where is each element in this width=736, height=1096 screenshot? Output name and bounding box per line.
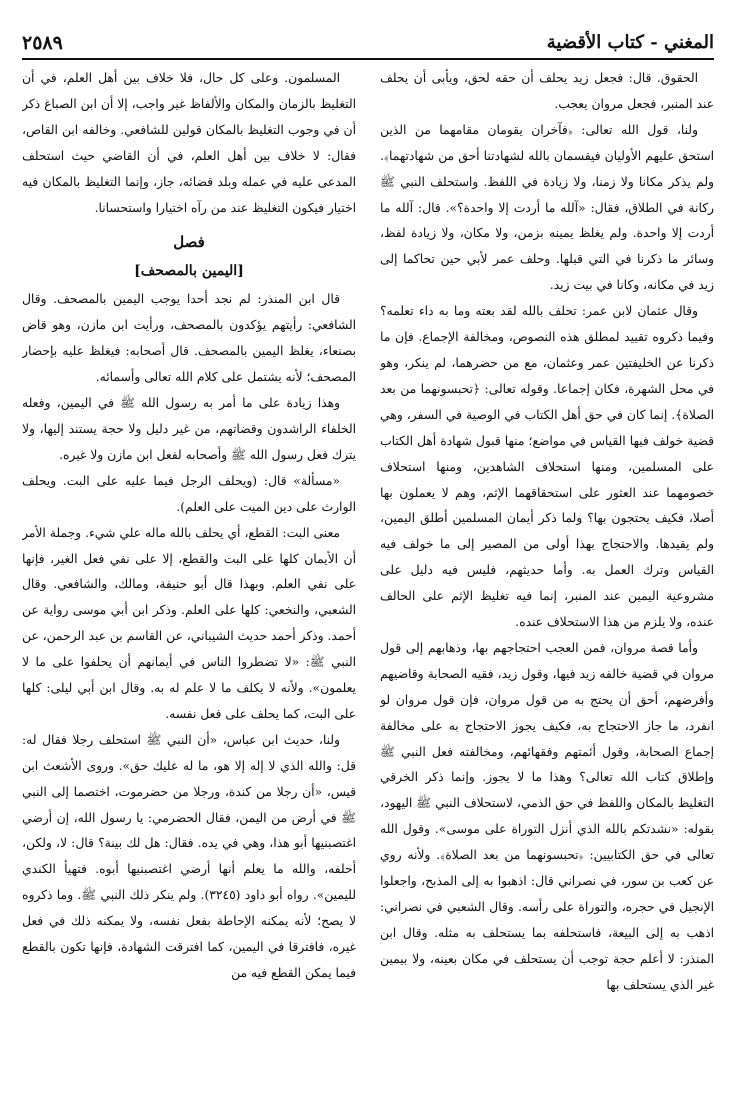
body-paragraph: وقال عثمان لابن عمر: تحلف بالله لقد بعته وما به داء تعلمه؟ وفيما ذكروه تقييد لمطلق هذه النصوص، ومخالفة الإجماع. فإن ما ذكرنا عن الخليفتين عمر وعثمان، مع من حضرهما، لم ينكر، وهو في محل الشهرة، فكان إجماعا. وقوله تعالى: ﴿تحبسونهما من بعد الصلاة﴾. إنما كان في حق أهل الكتاب في الوصية في السفر، وهي قضية خولف فيها القياس في مواضع؛ منها قبول شهادة أهل الكتاب على المسلمين، ومنها استحلاف الشاهدين، ومنها استحلاف خصومهما عند العثور على استحقاقهما الإثم، وهم لا يعملون بها أصلا، فكيف يحتجون بها؟ ولما ذكر أيمان المسلمين أطلق اليمين، ولم يقيدها. والاحتجاج بهذا أولى من المصير إلى ما خولف فيه القياس وترك العمل به. وأما حديثهم، فليس فيه دليل على مشروعية اليمين عند المنبر، إنما فيه تغليظ الإثم على الحالف عنده، ولا يلزم من هذا الاستحلاف عنده. <box>380 304 714 630</box>
body-paragraph: ولنا، حديث ابن عباس، «أن النبي ﷺ استحلف رجلا فقال له: قل: والله الذي لا إله إلا هو، ما له عليك حق». وروى الأشعث ابن قيس، «أن رجلا من كندة، ورجلا من حضرموت، اختصما إلى النبي ﷺ في أرض من اليمن، فقال الحضرمي: يا رسول الله، إن أرضي اغتصبنيها أبو هذا، وهي في يده. فقال: هل لك بينة؟ قال: لا، ولكن، أحلفه، والله ما يعلم أنها أرضي اغتصبنيها أبوه. فتهيأ الكندي لليمين». رواه أبو داود (٣٢٤٥). ولم ينكر ذلك النبي ﷺ. وما ذكروه لا يصح؛ لأنه يمكنه الإحاطة بفعل نفسه، ولا يمكنه ذلك في فعل غيره، فافترقا في اليمين، كما افترقت الشهادة، فإنها تكون بالقطع فيما يمكن القطع فيه من <box>22 732 356 980</box>
section-heading: فصل <box>173 233 205 252</box>
body-paragraph: وأما قصة مروان، فمن العجب احتجاجهم بها، وذهابهم إلى قول مروان في قضية خالفه زيد فيها، وقول زيد، فقيه الصحابة وقاضيهم وأفرضهم، أحق أن يحتج به من قول مروان، فإن قول مروان لو انفرد، ما جاز الاحتجاج به، فكيف يجوز الاحتجاج به على مخالفة إجماع الصحابة، وقول أئمتهم وفقهائهم، ومخالفته فعل النبي ﷺ وإطلاق كتاب الله تعالى؟ وهذا ما لا يجوز. وإنما ذكر الخرقي التغليظ بالمكان واللفظ في حق الذمي، لاستحلاف النبي ﷺ اليهود، بقوله: «نشدتكم بالله الذي أنزل التوراة على موسى». وقول الله تعالى في حق الكتابيين: ﴿تحبسونهما من بعد الصلاة﴾. ولأنه روي عن كعب بن سور، في نصراني قال: اذهبوا به إلى المذبح، واجعلوا الإنجيل في حجره، والتوراة على رأسه. وقال الشعبي في نصراني: اذهب به إلى البيعة، فاستحلفه بما يستحلف به مثله. وقال ابن المنذر: لا أعلم حجة توجب أن يستحلف في مكان بعينه، ولا بيمين غير الذي يستحلف بها <box>380 640 714 992</box>
body-paragraph: المسلمون. وعلى كل حال، فلا خلاف بين أهل العلم، في أن التغليظ بالزمان والمكان والألفاظ غير واجب، إلا أن ابن الصباغ ذكر أن في وجوب التغليظ بالمكان قولين للشافعي. وخالفه ابن القاص، فقال: لا خلاف بين أهل العلم، في أن القاضي حيث استحلف المدعى عليه في عمله وبلد قضائه، جاز، وإنما التغليظ بالمكان فيه اختيار فيكون التغليظ عند من رآه اختيارا واستحسانا. <box>22 71 356 215</box>
body-paragraph: «مسألة» قال: (ويحلف الرجل فيما عليه على البت. ويحلف الوارث على دين الميت على العلم). <box>22 473 356 514</box>
right-column <box>380 66 714 1076</box>
left-column <box>22 66 356 1076</box>
body-paragraph: وهذا زيادة على ما أمر به رسول الله ﷺ في اليمين، وفعله الخلفاء الراشدون وقضاتهم، من غير دليل ولا حجة يستند إليها، ولا يترك فعل رسول الله ﷺ وأصحابه لفعل ابن مازن ولا غيره. <box>22 396 356 462</box>
body-paragraph: الحقوق. قال: فجعل زيد يحلف أن حقه لحق، ويأبى أن يحلف عند المنبر، فجعل مروان يعجب. <box>380 71 714 111</box>
page-number: ٢٥٨٩ <box>22 32 63 54</box>
body-paragraph: معنى البت: القطع، أي يحلف بالله ماله علي شيء. وجملة الأمر أن الأيمان كلها على البت والقطع، إلا على نفي فعل الغير، فإنها على نفي العلم. وبهذا قال أبو حنيفة، ومالك، والشافعي. وقال الشعبي، والنخعي: كلها على العلم. وذكر ابن أبي موسى رواية عن أحمد. وذكر أحمد حديث الشيباني، عن القاسم بن عبد الرحمن، عن النبي ﷺ: «لا تضطروا الناس في أيمانهم أن يحلفوا على ما لا يعلمون». ولأنه لا يكلف ما لا علم له به. وقال ابن أبي ليلى: كلها على البت، كما يحلف على فعل نفسه. <box>22 525 356 721</box>
running-title: المغني - كتاب الأقضية <box>546 32 714 53</box>
page-header <box>22 30 714 56</box>
body-paragraph: ولنا، قول الله تعالى: ﴿فآخران يقومان مقامهما من الذين استحق عليهم الأوليان فيقسمان بالله لشهادتنا أحق من شهادتهما﴾. ولم يذكر مكانا ولا زمنا، ولا زيادة في اللفظ. واستحلف النبي ﷺ ركانة في الطلاق، فقال: «آلله ما أردت إلا واحدة؟». قال: آلله ما أردت إلا واحدة. ولم يغلظ يمينه بزمن، ولا مكان، ولا زيادة لفظ، وسائر ما ذكرنا في التي قبلها. وحلف عمر لأبي حين تحاكما إلى زيد في مكانه، وكانا في بيت زيد. <box>380 122 714 293</box>
body-paragraph: قال ابن المنذر: لم نجد أحدا يوجب اليمين بالمصحف. وقال الشافعي: رأيتهم يؤكدون بالمصحف، ورأيت ابن مازن، وهو قاض بصنعاء، يغلظ اليمين بالمصحف. قال أصحابه: فيغلظ عليه بإحضار المصحف؛ لأنه يشتمل على كلام الله تعالى وأسمائه. <box>22 292 356 385</box>
header-rule <box>22 58 714 60</box>
section-subheading: [اليمين بالمصحف] <box>134 263 244 280</box>
